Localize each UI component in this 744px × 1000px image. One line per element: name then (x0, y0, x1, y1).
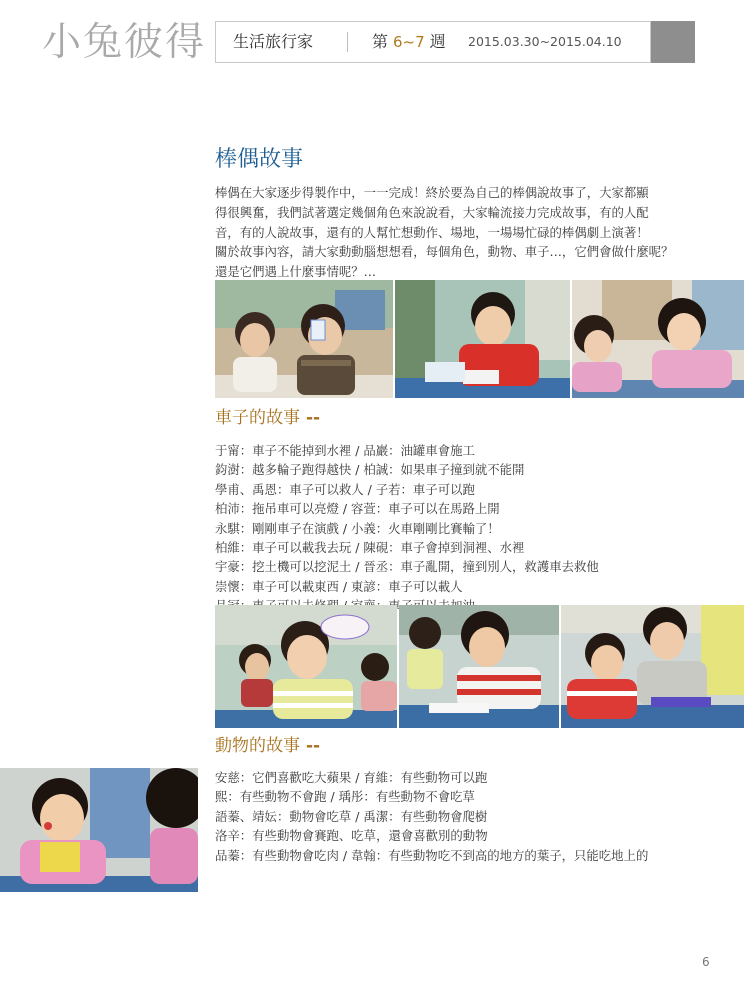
week-prefix: 第 (372, 32, 389, 51)
list-item: 品蓁：有些動物會吃肉 / 韋翰：有些動物吃不到高的地方的葉子，只能吃地上的 (215, 847, 649, 863)
list-item: 安慈：它們喜歡吃大蘋果 / 育維：有些動物可以跑 (215, 770, 488, 785)
page-number: 6 (702, 955, 710, 969)
title-dash: -- (306, 736, 321, 756)
car-story-list (215, 441, 715, 616)
list-item: 熙：有些動物不會跑 / 瑀彤：有些動物不會吃草 (215, 789, 475, 805)
list-item: 宇豪：挖土機可以挖泥土 / 晉丞：車子亂開，撞到別人，救護車去救他 (215, 559, 599, 575)
header-gray-block (651, 21, 695, 63)
list-item: 于甯：車子不能掉到水裡 / 品巖：油罐車會施工 (215, 443, 475, 458)
list-item: 洛辛：有些動物會賽跑、吃草，還會喜歡別的動物 (215, 828, 488, 844)
list-item: 柏維：車子可以載我去玩 / 陳硯：車子會掉到洞裡、水裡 (215, 540, 525, 556)
title-dash: -- (306, 408, 321, 428)
photo-boy-red-shirt (395, 280, 570, 398)
list-item: 永騏：剛剛車子在演戲 / 小義：火車剛剛比賽輸了！ (215, 520, 500, 536)
list-item: 崇懷：車子可以載東西 / 東諺：車子可以載人 (215, 578, 463, 594)
section-title-puppet-story: 棒偶故事 (215, 147, 304, 172)
week-label (372, 22, 446, 62)
section-title-car-story (215, 406, 320, 430)
animal-story-title: 動物的故事 (215, 736, 300, 756)
header-divider (347, 32, 348, 52)
photo-boy-striped-shirt (215, 605, 397, 728)
week-suffix: 週 (429, 32, 446, 51)
paragraph-line: 音，有的人說故事，還有的人幫忙想動作、場地，一場場忙碌的棒偶劇上演著！ (215, 224, 649, 240)
photo-girl-yellow (0, 768, 198, 892)
list-item: 學甫、禹恩：車子可以救人 / 子若：車子可以跑 (215, 481, 475, 497)
week-number: 6~7 (393, 33, 425, 51)
date-range: 2015.03.30~2015.04.10 (468, 34, 622, 49)
paragraph-line: 關於故事內容，請大家動動腦想想看，每個角色，動物、車子…，它們會做什麼呢？ (215, 244, 674, 260)
photo-two-boys-table (561, 605, 744, 728)
intro-paragraph (215, 183, 695, 282)
animal-story-list (215, 768, 735, 865)
list-item: 鈞澍：越多輪子跑得越快 / 柏誠：如果車子撞到就不能開 (215, 462, 525, 478)
photo-boy-coloring (399, 605, 559, 728)
list-item: 柏沛：拖吊車可以亮燈 / 容萱：車子可以在馬路上開 (215, 501, 500, 517)
section-title-animal-story (215, 734, 320, 758)
paragraph-line: 還是它們遇上什麼事情呢？… (215, 264, 377, 280)
brand-logo-text: 小兔彼得 (42, 20, 207, 65)
class-name: 生活旅行家 (233, 32, 314, 51)
photo-girls-pink (572, 280, 744, 398)
paragraph-line: 得很興奮，我們試著選定幾個角色來說說看，大家輪流接力完成故事，有的人配 (215, 204, 649, 220)
car-story-title: 車子的故事 (215, 408, 300, 428)
list-item: 語蓁、靖妘：動物會吃草 / 禹潔：有些動物會爬樹 (215, 808, 488, 824)
header-bar (215, 21, 651, 63)
paragraph-line: 棒偶在大家逐步得製作中，一一完成！終於要為自己的棒偶說故事了，大家都顯 (215, 185, 649, 200)
photo-boys-with-puppets (215, 280, 393, 398)
